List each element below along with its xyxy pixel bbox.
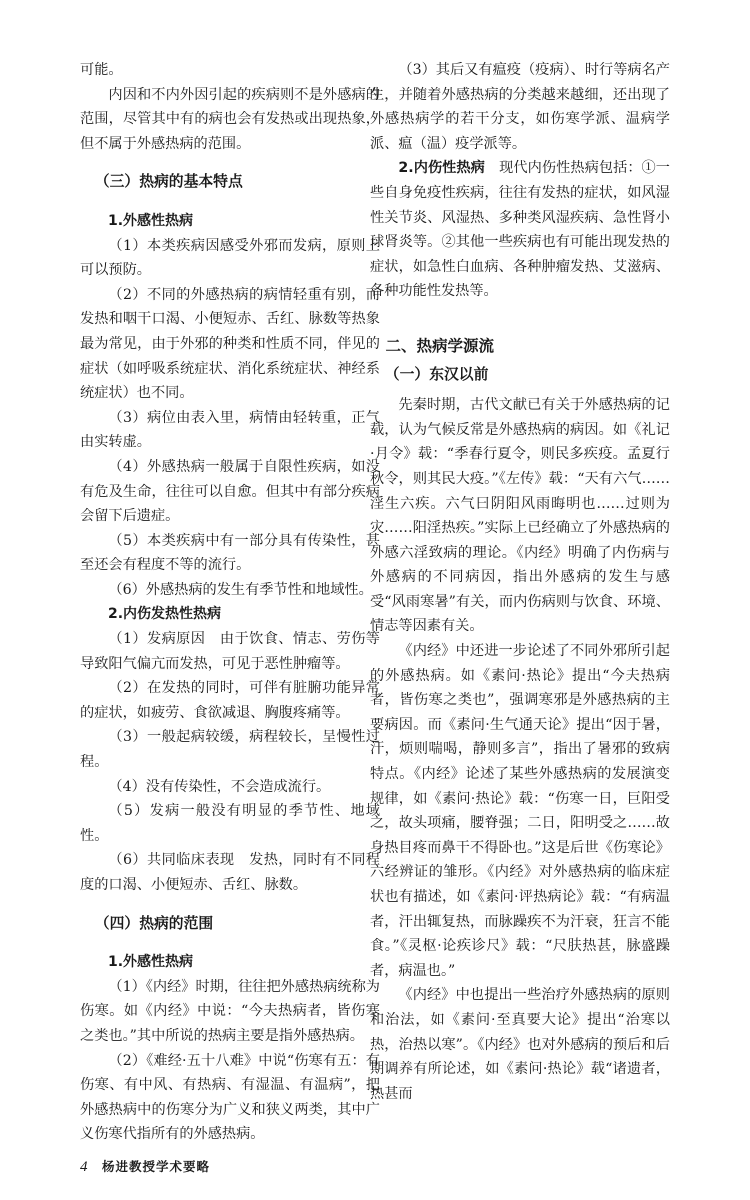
chapter-heading-history: 二、热病学源流 xyxy=(385,336,495,355)
list-item: （4）没有传染性，不会造成流行。 xyxy=(108,778,331,795)
section-heading-before-eastern-han: （一）东汉以前 xyxy=(384,365,489,383)
list-item: （2）《难经·五十八难》中说“伤寒有五：有伤寒、有中风、有热病、有湿温、有温病”，把外感热病中的伤寒分为广义和狭义两类，其中广义伤寒代指所有的外感热病。 xyxy=(80,1052,380,1143)
list-item: （6）共同临床表现 发热，同时有不同程度的口渴、小便短赤、舌红、脉数。 xyxy=(80,852,380,893)
list-item: （6）外感热病的发生有季节性和地域性。 xyxy=(108,581,373,598)
inline-heading: 2.内伤性热病 xyxy=(398,160,485,177)
subheading-external-fever-scope: 1.外感性热病 xyxy=(108,954,194,971)
right-column xyxy=(370,58,670,1106)
body-paragraph: 《内经》中也提出一些治疗外感热病的原则和治法，如《素问·至真要大论》提出“治寒以热，治热以寒”。《内经》也对外感病的预后和后期调养有所论述，如《素问·热论》载“诸遗者，热甚而 xyxy=(370,987,670,1102)
body-paragraph: 《内经》中还进一步论述了不同外邪所引起的外感热病。如《素问·热论》提出“今夫热病者，皆伤寒之类也”，强调寒邪是外感热病的主要病因。而《素问·生气通天论》提出“因于暑，汗，烦则喘喝，静则多言”，指出了暑邪的致病特点。《内经》论述了某些外感热病的发展演变规律，如《素问·热论》载：“伤寒一日，巨阳受之，故头项痛，腰脊强；二日，阳明受之……故身热目疼而鼻干不得卧也。”这是后世《伤寒论》六经辨证的雏形。《内经》对外感热病的临床症状也有描述，如《素问·评热病论》载：“有病温者，汗出辄复热，而脉躁疾不为汗衰，狂言不能食。”《灵枢·论疾诊尺》载：“尺肤热甚，脉盛躁者，病温也。” xyxy=(370,643,670,979)
subheading-internal-fever: 2.内伤发热性热病 xyxy=(108,606,222,623)
left-column xyxy=(80,58,380,1147)
paragraph-continuation: 可能。 xyxy=(80,62,123,78)
list-item: （3）其后又有瘟疫（疫病）、时行等病名产生，并随着外感热病的分类越来越细，还出现了外感热病学的若干分支，如伤寒学派、温病学派、瘟（温）疫学派等。 xyxy=(370,62,670,152)
list-item: （5）本类疾病中有一部分具有传染性，甚至还会有程度不等的流行。 xyxy=(80,532,380,574)
list-item: （1）《内经》时期，往往把外感热病统称为伤寒。如《内经》中说：“今夫热病者，皆伤寒之类也。”其中所说的热病主要是指外感热病。 xyxy=(80,978,380,1044)
list-item: （1）发病原因 由于饮食、情志、劳伤等导致阳气偏亢而发热，可见于恶性肿瘤等。 xyxy=(80,631,380,672)
page-number: 4 xyxy=(80,1159,88,1175)
section-heading-scope: （四）热病的范围 xyxy=(94,914,214,932)
page-footer xyxy=(80,1157,210,1176)
list-item: （2）在发热的同时，可伴有脏腑功能异常的症状，如疲劳、食欲减退、胸腹疼痛等。 xyxy=(80,680,380,721)
inline-body: 现代内伤性热病包括：①一些自身免疫性疾病，往往有发热的症状，如风湿性关节炎、风湿热、多种类风湿疾病、急性肾小球肾炎等。②其他一些疾病也有可能出现发热的症状，如急性白血病、各种肿瘤发热、艾滋病、各种功能性发热等。 xyxy=(370,160,670,300)
list-item: （1）本类疾病因感受外邪而发病，原则上可以预防。 xyxy=(80,237,380,279)
list-item: （4）外感热病一般属于自限性疾病，如没有危及生命，往往可以自愈。但其中有部分疾病会留下后遗症。 xyxy=(80,458,380,525)
section-heading-basic-features: （三）热病的基本特点 xyxy=(94,173,243,191)
subheading-external-fever: 1.外感性热病 xyxy=(108,212,194,229)
paragraph-scope-note: 内因和不内外因引起的疾病则不是外感病的范围，尽管其中有的病也会有发热或出现热象，但不属于外感热病的范围。 xyxy=(80,86,380,152)
list-item: （2）不同的外感热病的病情轻重有别，而发热和咽干口渴、小便短赤、舌红、脉数等热象最为常见，由于外邪的种类和性质不同，伴见的症状（如呼吸系统症状、消化系统症状、神经系统症状）也不同。 xyxy=(80,286,380,402)
running-title: 杨进教授学术要略 xyxy=(102,1159,211,1174)
list-item: （5）发病一般没有明显的季节性、地域性。 xyxy=(80,803,380,844)
paragraph-internal-fever xyxy=(370,156,670,304)
list-item: （3）病位由表入里，病情由轻转重，正气由实转虚。 xyxy=(80,409,380,451)
body-paragraph: 先秦时期，古代文献已有关于外感热病的记载，认为气候反常是外感热病的病因。如《礼记·月令》载：“季春行夏令，则民多疾疫。孟夏行秋令，则其民大疫。”《左传》载：“天有六气……淫生六疾。六气曰阴阳风雨晦明也……过则为灾……阳淫热疾。”实际上已经确立了外感热病的外感六淫致病的理论。《内经》明确了内伤病与外感病的不同病因，指出外感病的发生与感受“风雨寒暑”有关，而内伤病则与饮食、环境、情志等因素有关。 xyxy=(370,397,670,635)
list-item: （3）一般起病较缓，病程较长，呈慢性过程。 xyxy=(80,729,380,771)
